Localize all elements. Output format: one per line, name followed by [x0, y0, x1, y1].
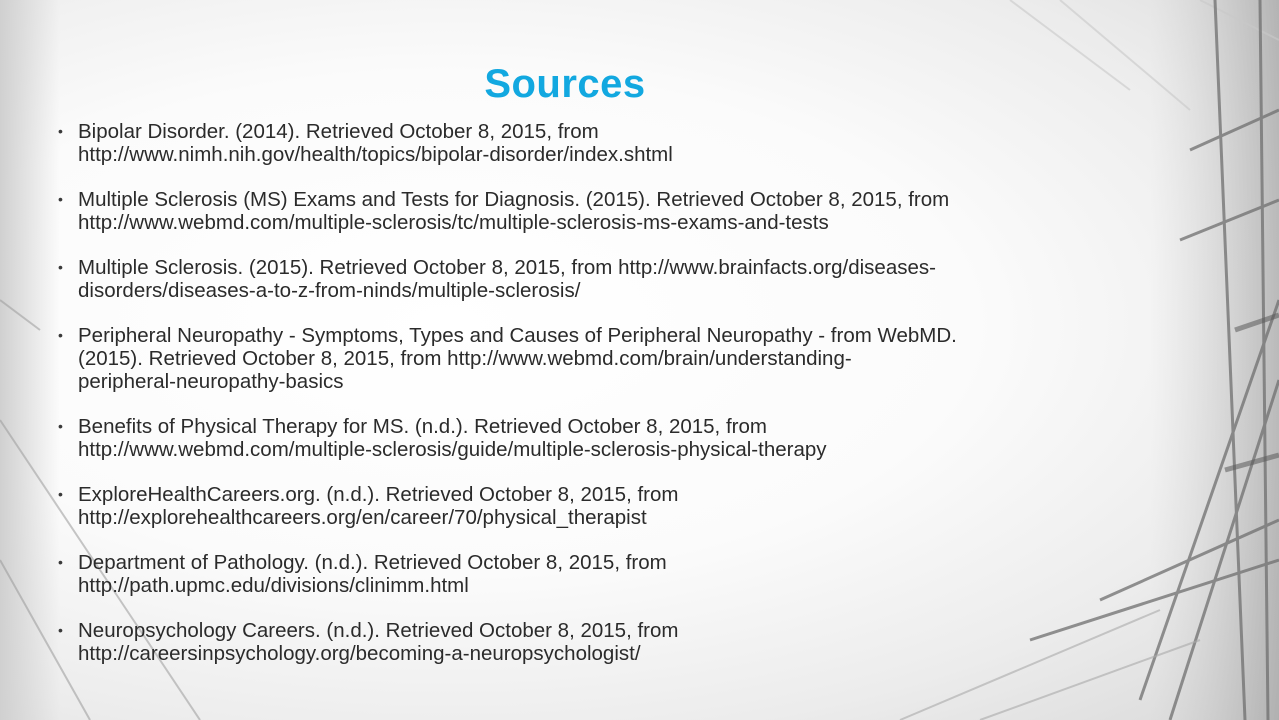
bullet-icon: • — [58, 327, 63, 343]
citation-text: Multiple Sclerosis. (2015). Retrieved October 8, 2015, from http://www.brainfacts.org/diseases- — [78, 256, 936, 279]
citation-text: ExploreHealthCareers.org. (n.d.). Retrieved October 8, 2015, from — [78, 483, 679, 506]
citation-text: Peripheral Neuropathy - Symptoms, Types and Causes of Peripheral Neuropathy - from WebMD. — [78, 324, 957, 347]
citation-url: http://path.upmc.edu/divisions/clinimm.html — [78, 574, 469, 597]
source-item — [52, 256, 1132, 302]
bullet-icon: • — [58, 622, 63, 638]
bullet-icon: • — [58, 418, 63, 434]
citation-url: http://explorehealthcareers.org/en/career/70/physical_therapist — [78, 506, 647, 529]
citation-url: http://www.nimh.nih.gov/health/topics/bipolar-disorder/index.shtml — [78, 143, 673, 166]
bullet-icon: • — [58, 486, 63, 502]
source-item — [52, 415, 1132, 461]
source-item — [52, 188, 1132, 234]
source-item — [52, 551, 1132, 597]
citation-text: (2015). Retrieved October 8, 2015, from http://www.webmd.com/brain/understanding- — [78, 347, 852, 370]
citation-url: http://careersinpsychology.org/becoming-a-neuropsychologist/ — [78, 642, 641, 665]
source-item — [52, 619, 1132, 665]
citation-url: http://www.webmd.com/multiple-sclerosis/tc/multiple-sclerosis-ms-exams-and-tests — [78, 211, 829, 234]
bullet-icon: • — [58, 191, 63, 207]
source-item — [52, 483, 1132, 529]
bullet-icon: • — [58, 259, 63, 275]
source-item — [52, 324, 1132, 393]
slide-title: Sources — [484, 62, 646, 106]
citation-url: http://www.webmd.com/multiple-sclerosis/guide/multiple-sclerosis-physical-therapy — [78, 438, 827, 461]
bullet-icon: • — [58, 554, 63, 570]
citation-url: peripheral-neuropathy-basics — [78, 370, 344, 393]
citation-text: Multiple Sclerosis (MS) Exams and Tests for Diagnosis. (2015). Retrieved October 8, 2015, from — [78, 188, 950, 211]
source-item — [52, 120, 1132, 166]
citation-text: Bipolar Disorder. (2014). Retrieved October 8, 2015, from — [78, 120, 599, 143]
bullet-icon: • — [58, 123, 63, 139]
citation-url: disorders/diseases-a-to-z-from-ninds/multiple-sclerosis/ — [78, 279, 581, 302]
citation-text: Benefits of Physical Therapy for MS. (n.d.). Retrieved October 8, 2015, from — [78, 415, 767, 438]
citation-text: Department of Pathology. (n.d.). Retrieved October 8, 2015, from — [78, 551, 667, 574]
citation-text: Neuropsychology Careers. (n.d.). Retrieved October 8, 2015, from — [78, 619, 679, 642]
sources-list — [52, 120, 1132, 687]
